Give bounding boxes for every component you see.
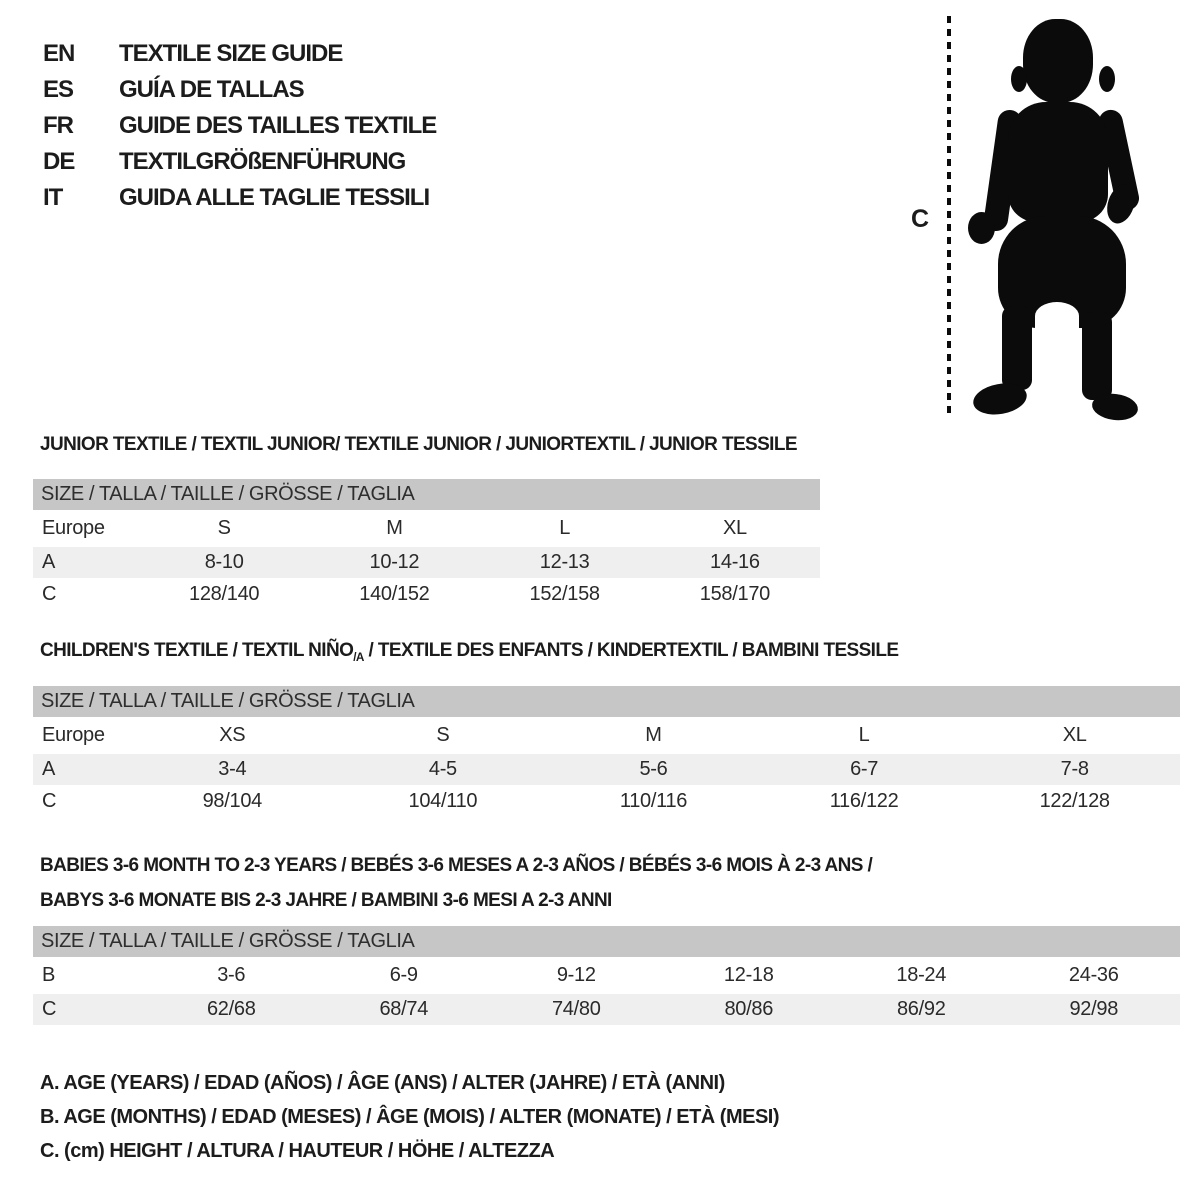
age-cell: 3-6 — [217, 964, 246, 986]
size-cell: XS — [219, 724, 246, 746]
height-measure-label: C — [911, 205, 930, 233]
title-text: / TEXTILE DES ENFANTS / KINDERTEXTIL / BAMBINI TESSILE — [363, 640, 899, 661]
height-cell: 104/110 — [408, 790, 478, 812]
height-cell: 128/140 — [189, 583, 260, 605]
height-cell: 110/116 — [619, 790, 688, 812]
guide-title: TEXTILE SIZE GUIDE — [119, 40, 343, 67]
table-row — [33, 547, 820, 578]
size-cell: L — [858, 724, 870, 746]
height-cell: 68/74 — [379, 998, 429, 1020]
measurement-legend — [40, 1066, 779, 1168]
row-label: A — [42, 551, 56, 573]
silhouette-leg-left — [1002, 306, 1032, 390]
size-header-band: SIZE / TALLA / TAILLE / GRÖSSE / TAGLIA — [33, 686, 1180, 717]
list-item — [43, 36, 436, 72]
junior-size-table — [33, 479, 820, 611]
silhouette-hand-left — [968, 212, 995, 244]
size-cell: L — [559, 517, 571, 539]
age-cell: 10-12 — [369, 551, 420, 573]
height-cell: 116/122 — [829, 790, 899, 812]
language-code: FR — [43, 112, 73, 139]
age-cell: 12-13 — [539, 551, 590, 573]
table-row — [33, 578, 820, 611]
list-item — [43, 180, 436, 216]
row-label: Europe — [42, 724, 105, 746]
silhouette-foot-right — [1091, 391, 1140, 422]
silhouette-ear-left — [1011, 66, 1027, 92]
guide-title: GUIDA ALLE TAGLIE TESSILI — [119, 184, 430, 211]
silhouette-leg-right — [1082, 312, 1112, 400]
title-line: BABYS 3-6 MONATE BIS 2-3 JAHRE / BAMBINI 3-6 MESI A 2-3 ANNI — [40, 890, 612, 911]
row-label: C — [42, 583, 57, 605]
silhouette-leg-gap — [1035, 302, 1079, 330]
babies-section-title — [40, 848, 872, 918]
table-row — [33, 754, 1180, 785]
age-cell: 3-4 — [218, 758, 247, 780]
age-cell: 18-24 — [896, 964, 947, 986]
toddler-silhouette — [960, 14, 1140, 422]
height-cell: 62/68 — [206, 998, 256, 1020]
legend-line-b: B. AGE (MONTHS) / EDAD (MESES) / ÂGE (MOIS) / ALTER (MONATE) / ETÀ (MESI) — [40, 1106, 780, 1128]
size-cell: S — [217, 517, 231, 539]
language-code: IT — [43, 184, 63, 211]
language-code: DE — [43, 148, 75, 175]
list-item — [43, 144, 436, 180]
legend-line-c: C. (cm) HEIGHT / ALTURA / HAUTEUR / HÖHE / ALTEZZA — [40, 1140, 555, 1162]
guide-title: GUIDE DES TAILLES TEXTILE — [119, 112, 437, 139]
size-cell: XL — [1062, 724, 1087, 746]
row-label: B — [42, 964, 56, 986]
language-code: EN — [43, 40, 75, 67]
title-subscript: /A — [353, 650, 364, 664]
list-item — [43, 108, 436, 144]
row-label: C — [42, 790, 57, 812]
height-cell: 122/128 — [1039, 790, 1110, 812]
table-row — [33, 957, 1180, 994]
silhouette-torso — [1008, 102, 1108, 222]
table-row — [33, 717, 1180, 754]
size-cell: M — [645, 724, 662, 746]
silhouette-head — [1023, 19, 1093, 103]
size-cell: M — [386, 517, 403, 539]
row-label: Europe — [42, 517, 105, 539]
size-header-band: SIZE / TALLA / TAILLE / GRÖSSE / TAGLIA — [33, 926, 1180, 957]
age-cell: 5-6 — [639, 758, 668, 780]
age-cell: 4-5 — [428, 758, 457, 780]
height-cell: 140/152 — [359, 583, 430, 605]
height-cell: 86/92 — [896, 998, 946, 1020]
height-cell: 158/170 — [699, 583, 770, 605]
legend-line-a: A. AGE (YEARS) / EDAD (AÑOS) / ÂGE (ANS) / ALTER (JAHRE) / ETÀ (ANNI) — [40, 1072, 725, 1094]
silhouette-ear-right — [1099, 66, 1115, 92]
height-measure-dashed-line — [947, 16, 951, 416]
size-cell: S — [436, 724, 450, 746]
age-cell: 9-12 — [556, 964, 596, 986]
table-row — [33, 785, 1180, 818]
table-row — [33, 510, 820, 547]
babies-size-table — [33, 926, 1180, 1025]
title-text: CHILDREN'S TEXTILE / TEXTIL NIÑO — [40, 640, 354, 661]
junior-section-title: JUNIOR TEXTILE / TEXTIL JUNIOR/ TEXTILE JUNIOR / JUNIORTEXTIL / JUNIOR TESSILE — [40, 434, 797, 455]
title-line: BABIES 3-6 MONTH TO 2-3 YEARS / BEBÉS 3-6 MESES A 2-3 AÑOS / BÉBÉS 3-6 MOIS À 2-3 ANS / — [40, 855, 873, 876]
language-title-list — [43, 36, 436, 216]
children-section-title — [40, 640, 898, 664]
list-item — [43, 72, 436, 108]
table-row — [33, 994, 1180, 1025]
age-cell: 6-7 — [850, 758, 879, 780]
age-cell: 24-36 — [1068, 964, 1119, 986]
size-cell: XL — [722, 517, 747, 539]
age-cell: 8-10 — [204, 551, 244, 573]
size-header-band: SIZE / TALLA / TAILLE / GRÖSSE / TAGLIA — [33, 479, 820, 510]
guide-title: GUÍA DE TALLAS — [119, 76, 304, 103]
age-cell: 14-16 — [710, 551, 760, 573]
height-cell: 92/98 — [1069, 998, 1119, 1020]
age-cell: 6-9 — [389, 964, 418, 986]
children-size-table — [33, 686, 1180, 818]
age-cell: 7-8 — [1060, 758, 1089, 780]
height-cell: 98/104 — [202, 790, 262, 812]
height-cell: 152/158 — [529, 583, 600, 605]
row-label: A — [42, 758, 56, 780]
height-cell: 80/86 — [724, 998, 774, 1020]
height-cell: 74/80 — [551, 998, 601, 1020]
language-code: ES — [43, 76, 74, 103]
row-label: C — [42, 998, 57, 1020]
age-cell: 12-18 — [723, 964, 774, 986]
guide-title: TEXTILGRÖßENFÜHRUNG — [119, 148, 406, 175]
